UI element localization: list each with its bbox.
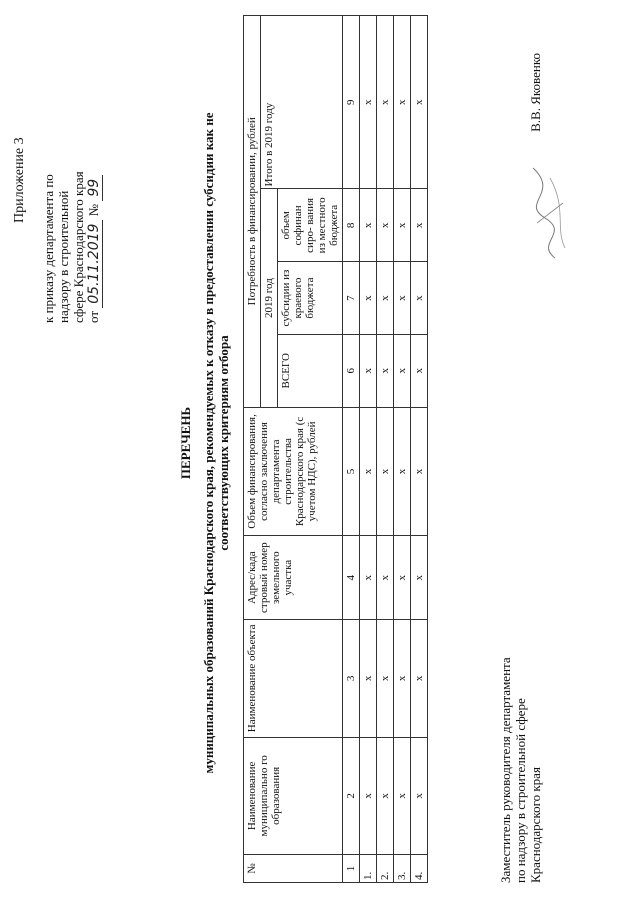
title-main: ПЕРЕЧЕНЬ [178,406,193,480]
header-subsidy: субсидии из краевого бюджета [278,262,343,335]
table-cell: х [394,16,411,190]
table-row [360,16,377,883]
table-cell: х [411,737,428,854]
table-cell: х [377,16,394,190]
table-cell: х [360,189,377,262]
appendix-header [12,23,102,323]
table-cell: х [394,620,411,737]
number-label: № [86,203,101,217]
table-cell: х [377,536,394,620]
signer-name: В.В. Яковенко [528,53,543,132]
table-cell: 5 [343,407,360,536]
header-num: № [244,855,343,883]
handwritten-number: 99 [86,175,103,201]
header-itog: Итого в 2019 году [261,16,343,190]
table-cell: х [360,262,377,335]
table-cell: х [360,334,377,407]
title-sub: муниципальных образований Краснодарского края, рекомендуемых к отказу в предоставлении субсидии как не соответствующих критериям отбора [201,112,231,774]
table-cell: х [360,620,377,737]
header-address: Адрес/када стровый номер земельного участка [244,536,343,620]
table-cell: 1 [343,855,360,883]
table-cell: х [411,536,428,620]
table-row [411,16,428,883]
table-cell: 2 [343,737,360,854]
table-cell: 9 [343,16,360,190]
table-cell: х [377,334,394,407]
table-cell: х [360,737,377,854]
order-ref-line1: к приказу департамента по [41,174,56,323]
table-cell: х [394,334,411,407]
from-label: от [86,310,101,323]
header-municipality: Наименование муниципально го образования [244,737,343,854]
table-row [394,16,411,883]
table-cell: х [377,407,394,536]
table-cell: х [377,189,394,262]
order-date-line [86,23,102,323]
table-cell: 8 [343,189,360,262]
table-cell: х [394,407,411,536]
table-row [377,16,394,883]
table-cell: х [394,262,411,335]
table-cell: х [411,334,428,407]
table-header-row [244,16,261,883]
header-cofin: объем софинан сиро- вания из местного бюджета [278,189,343,262]
table-cell: 4. [411,855,428,883]
table-cell: х [394,737,411,854]
header-volume: Объем финансирования, согласно заключения департамента строительства Краснодарского края (с учетом НДС), рублей [244,407,343,536]
handwritten-signature [525,163,575,263]
table-cell: х [411,16,428,190]
table-cell: х [360,536,377,620]
signer-role-line2: по надзору в строительной сфере [513,698,528,883]
table-cell: х [411,262,428,335]
table-cell: х [377,620,394,737]
table-index-row [343,16,360,883]
appendix-number: Приложение 3 [12,137,27,223]
table-cell: х [360,16,377,190]
order-ref-line3: сфере Краснодарского края [71,171,86,323]
table-cell: х [394,189,411,262]
table-cell: 4 [343,536,360,620]
table-cell: 2. [377,855,394,883]
table-cell: 1. [360,855,377,883]
document-title [178,63,231,823]
signature-block [498,23,543,883]
signer-role-line1: Заместитель руководителя департамента [498,657,513,883]
table-cell: 7 [343,262,360,335]
header-object: Наименование объекта [244,620,343,737]
table-cell: х [360,407,377,536]
table-cell: 6 [343,334,360,407]
table-cell: х [411,620,428,737]
table-cell: х [411,189,428,262]
table-cell: х [377,737,394,854]
header-need: Потребность в финансировании, рублей [244,16,261,408]
table-cell: х [411,407,428,536]
header-total: ВСЕГО [278,334,343,407]
table-cell: 3 [343,620,360,737]
order-ref-line2: надзору в строительной [56,190,71,323]
handwritten-date: 05.11.2019 [86,220,103,308]
table-cell: 3. [394,855,411,883]
table-cell: х [377,262,394,335]
header-year: 2019 год [261,189,278,407]
municipalities-table [243,15,428,883]
table-cell: х [394,536,411,620]
signer-role-line3: Краснодарского края [528,767,543,883]
